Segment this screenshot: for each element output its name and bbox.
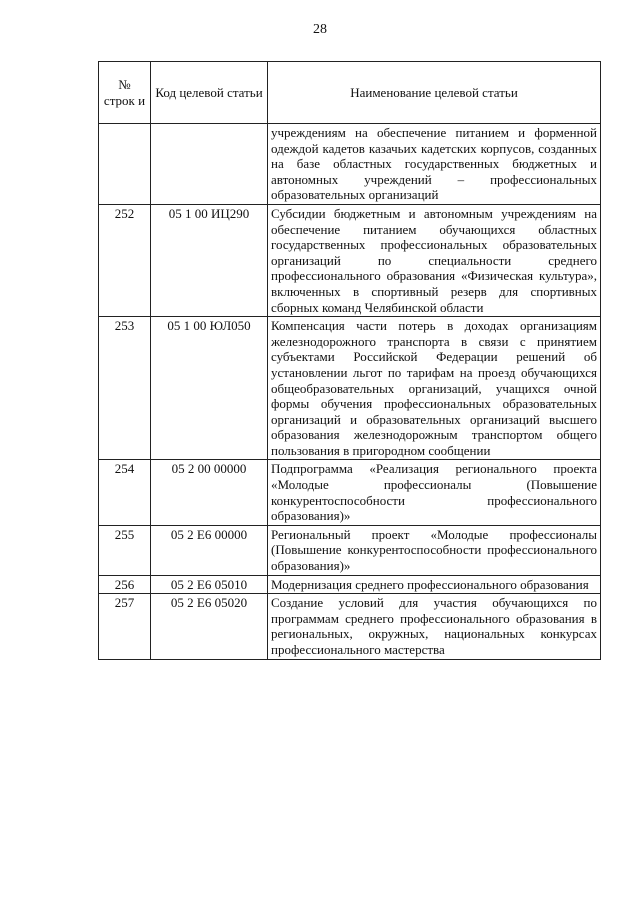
table-row xyxy=(99,317,601,460)
row-number: 257 xyxy=(99,594,151,659)
table-body xyxy=(99,124,601,660)
target-code: 05 2 Е6 00000 xyxy=(151,525,268,575)
header-target-name: Наименование целевой статьи xyxy=(268,62,601,124)
header-row xyxy=(99,62,601,124)
header-row-number: № строк и xyxy=(99,62,151,124)
target-code: 05 2 Е6 05010 xyxy=(151,575,268,594)
target-code: 05 2 00 00000 xyxy=(151,460,268,525)
row-number: 252 xyxy=(99,204,151,316)
table-row xyxy=(99,124,601,205)
target-name: Подпрограмма «Реализация регионального проекта «Молодые профессионалы (Повышение конкурентоспособности профессионального образования)» xyxy=(268,460,601,525)
row-number: 254 xyxy=(99,460,151,525)
target-name: Компенсация части потерь в доходах организациям железнодорожного транспорта в связи с принятием субъектами Российской Федерации решений об установлении льгот по тарифам на проезд обучающихся общеобразовательных организаций, учащихся очной формы обучения профессиональных образовательных организаций и образовательных организаций высшего образования железнодорожным транспортом общего пользования в пригородном сообщении xyxy=(268,317,601,460)
table-row xyxy=(99,594,601,659)
target-items-table xyxy=(98,61,601,660)
header-target-code: Код целевой статьи xyxy=(151,62,268,124)
target-name: Создание условий для участия обучающихся по программам среднего профессионального образования в региональных, окружных, национальных конкурсах профессионального мастерства xyxy=(268,594,601,659)
target-code: 05 1 00 ИЦ290 xyxy=(151,204,268,316)
table-header xyxy=(99,62,601,124)
row-number xyxy=(99,124,151,205)
row-number: 255 xyxy=(99,525,151,575)
table-row xyxy=(99,575,601,594)
table-row xyxy=(99,460,601,525)
table-row xyxy=(99,204,601,316)
page-number: 28 xyxy=(313,22,327,37)
target-name: Региональный проект «Молодые профессионалы (Повышение конкурентоспособности профессионального образования)» xyxy=(268,525,601,575)
table-row xyxy=(99,525,601,575)
target-name: Субсидии бюджетным и автономным учреждениям на обеспечение питанием обучающихся областных государственных профессиональных образовательных организаций по специальности среднего профессионального образования «Физическая культура», включенных в спортивный резерв для спортивных сборных команд Челябинской области xyxy=(268,204,601,316)
target-name: Модернизация среднего профессионального образования xyxy=(268,575,601,594)
row-number: 256 xyxy=(99,575,151,594)
target-code: 05 1 00 ЮЛ050 xyxy=(151,317,268,460)
target-name: учреждениям на обеспечение питанием и форменной одеждой кадетов казачьих кадетских корпусов, созданных на базе областных государственных бюджетных и автономных учреждений – профессиональных образовательных организаций xyxy=(268,124,601,205)
row-number: 253 xyxy=(99,317,151,460)
target-code: 05 2 Е6 05020 xyxy=(151,594,268,659)
target-code xyxy=(151,124,268,205)
